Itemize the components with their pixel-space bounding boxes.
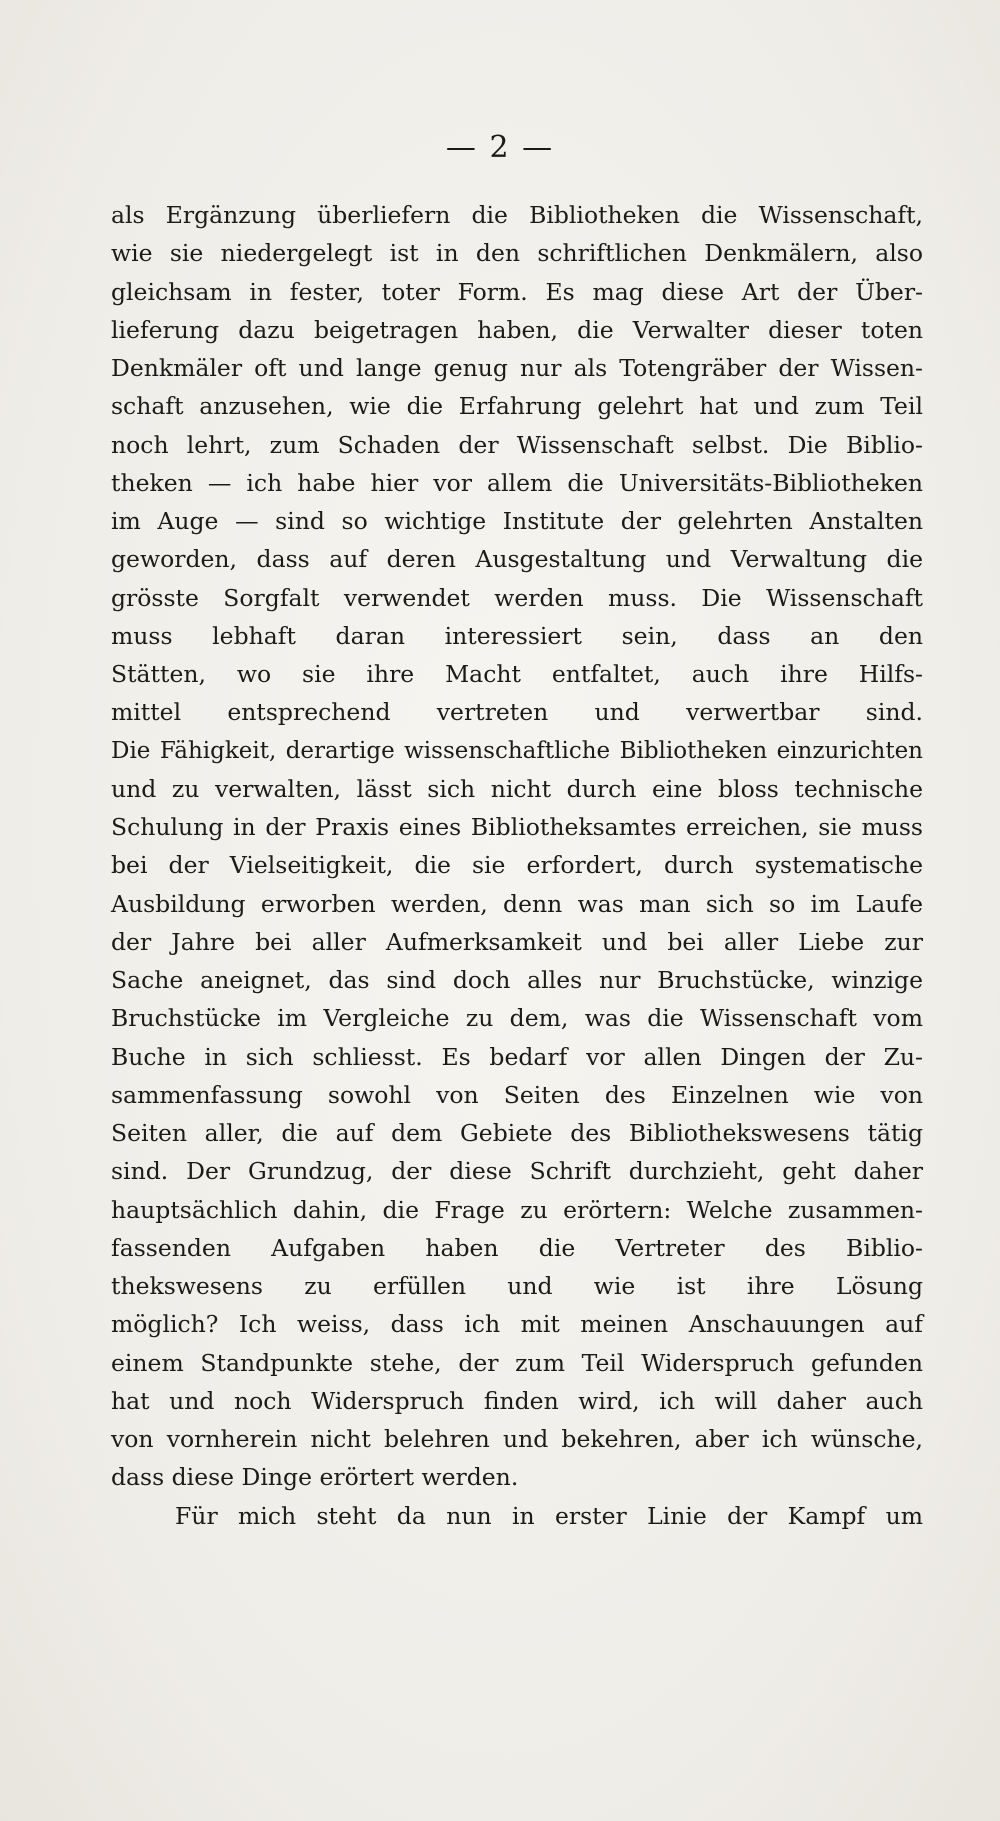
text-line: geworden, dass auf deren Ausgestaltung und Verwaltung die: [111, 545, 923, 574]
text-line: theken — ich habe hier vor allem die Universitäts-Bibliotheken: [111, 468, 923, 497]
text-line: Buche in sich schliesst. Es bedarf vor allen Dingen der Zu-: [111, 1042, 923, 1071]
text-line: gleichsam in fester, toter Form. Es mag diese Art der Über-: [111, 277, 923, 306]
text-line: schaft anzusehen, wie die Erfahrung gelehrt hat und zum Teil: [111, 392, 923, 421]
text-line: wie sie niedergelegt ist in den schriftlichen Denkmälern, also: [111, 239, 923, 268]
text-line: einem Standpunkte stehe, der zum Teil Widerspruch gefunden: [111, 1348, 923, 1377]
text-line: dass diese Dinge erörtert werden.: [111, 1463, 519, 1492]
text-line: sammenfassung sowohl von Seiten des Einzelnen wie von: [111, 1080, 923, 1109]
text-line: fassenden Aufgaben haben die Vertreter des Biblio-: [111, 1233, 923, 1262]
text-line: hauptsächlich dahin, die Frage zu erörtern: Welche zusammen-: [111, 1195, 923, 1224]
text-line: grösste Sorgfalt verwendet werden muss. Die Wissenschaft: [111, 583, 923, 612]
text-line: muss lebhaft daran interessiert sein, dass an den: [111, 621, 923, 650]
text-line: von vornherein nicht belehren und bekehren, aber ich wünsche,: [111, 1425, 923, 1453]
text-line: Sache aneignet, das sind doch alles nur Bruchstücke, winzige: [111, 966, 923, 994]
text-line: hat und noch Widerspruch finden wird, ich will daher auch: [111, 1386, 923, 1415]
body-text: [111, 196, 923, 1535]
text-line: als Ergänzung überliefern die Bibliotheken die Wissenschaft,: [111, 201, 923, 229]
text-line: möglich? Ich weiss, dass ich mit meinen Anschauungen auf: [111, 1310, 923, 1339]
text-line: mittel entsprechend vertreten und verwertbar sind.: [111, 698, 923, 727]
text-line: bei der Vielseitigkeit, die sie erfordert, durch systematische: [111, 851, 923, 880]
text-line: Denkmäler oft und lange genug nur als Totengräber der Wissen-: [111, 354, 923, 382]
text-line: der Jahre bei aller Aufmerksamkeit und bei aller Liebe zur: [111, 927, 923, 956]
text-line: Seiten aller, die auf dem Gebiete des Bibliothekswesens tätig: [111, 1119, 923, 1147]
text-line: Ausbildung erworben werden, denn was man sich so im Laufe: [111, 889, 923, 918]
page-number: — 2 —: [445, 130, 555, 165]
text-line: thekswesens zu erfüllen und wie ist ihre Lösung: [111, 1272, 923, 1300]
text-line: Die Fähigkeit, derartige wissenschaftliche Bibliotheken einzurichten: [111, 737, 923, 764]
text-line: lieferung dazu beigetragen haben, die Verwalter dieser toten: [111, 315, 923, 344]
text-line: und zu verwalten, lässt sich nicht durch eine bloss technische: [111, 774, 923, 803]
text-line: im Auge — sind so wichtige Institute der gelehrten Anstalten: [111, 507, 923, 535]
text-line: sind. Der Grundzug, der diese Schrift durchzieht, geht daher: [111, 1157, 923, 1186]
text-line: Bruchstücke im Vergleiche zu dem, was die Wissenschaft vom: [111, 1004, 923, 1033]
text-line: Schulung in der Praxis eines Bibliotheksamtes erreichen, sie muss: [111, 813, 923, 841]
text-line: Stätten, wo sie ihre Macht entfaltet, auch ihre Hilfs-: [111, 660, 923, 688]
text-line: Für mich steht da nun in erster Linie der Kampf um: [175, 1501, 923, 1530]
text-line: noch lehrt, zum Schaden der Wissenschaft selbst. Die Biblio-: [111, 430, 923, 459]
